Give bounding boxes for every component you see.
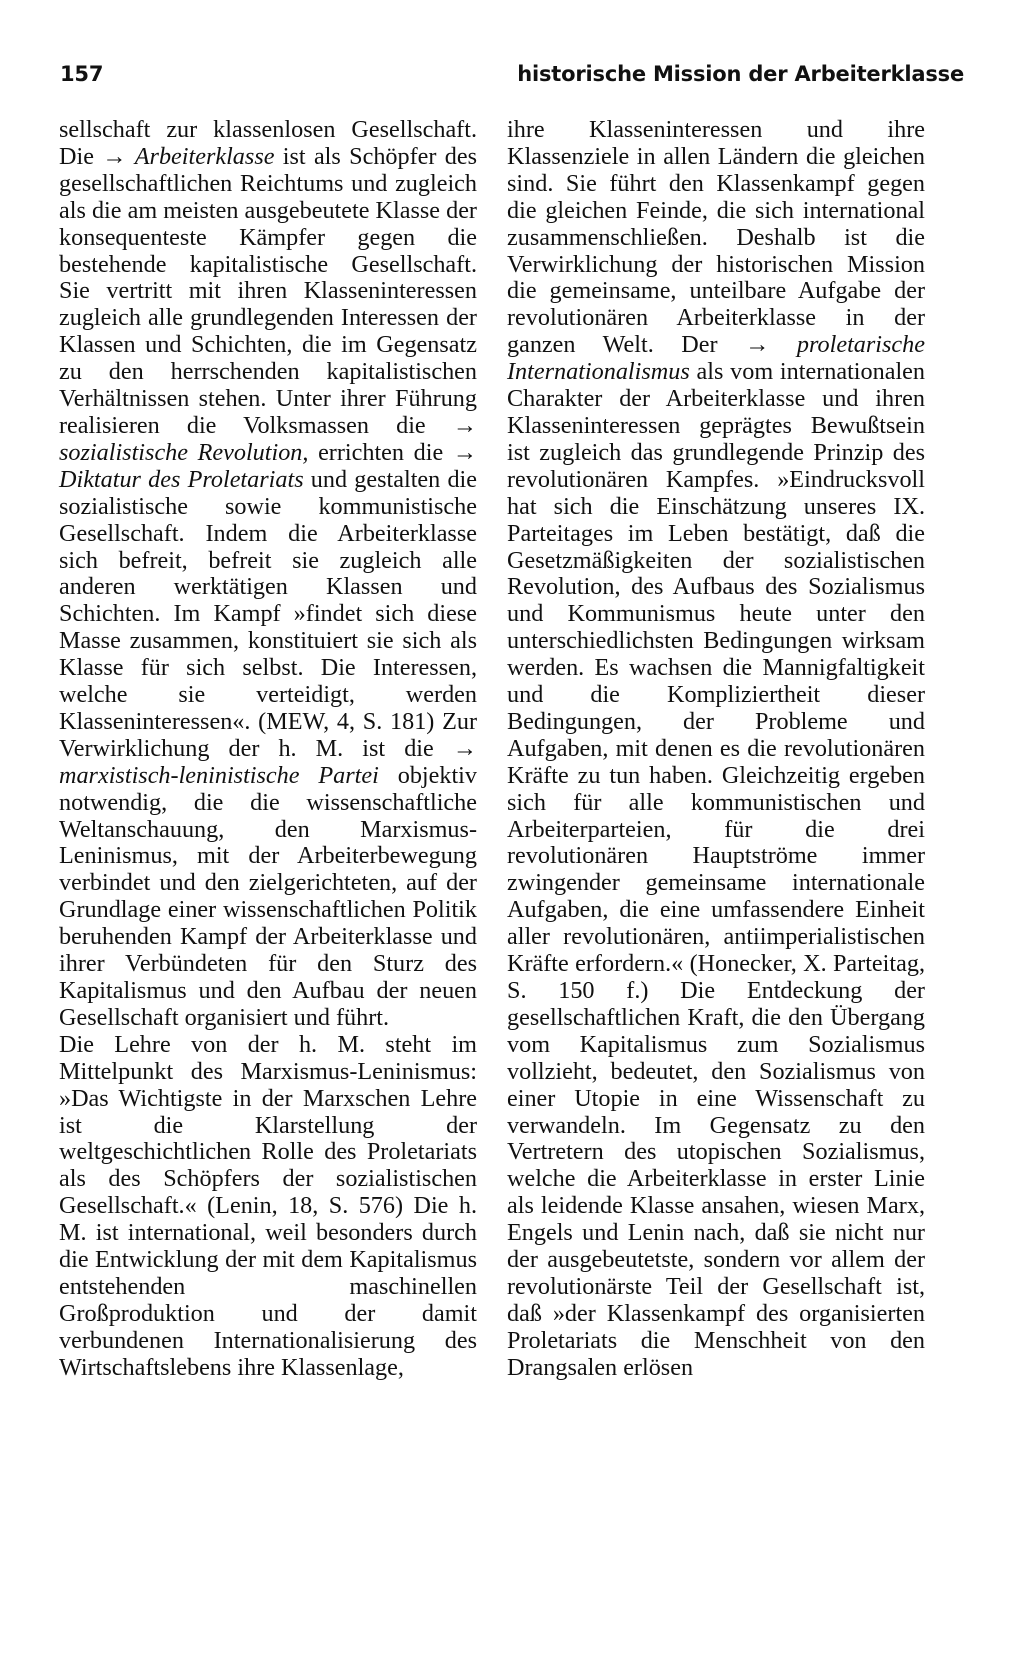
text-run: objektiv notwendig, die die wissenschaftliche Weltanschauung, den Marxismus-Leninismus, mit der Arbeiterbewegung verbindet und den zielgerichteten, auf der Grundlage einer wissenschaftlichen Politik beruhenden Kampf der Arbeiterklasse und ihrer Verbündeten für den Sturz des Kapitalismus und den Aufbau der neuen Gesellschaft organisiert und führt.	[59, 761, 477, 1031]
running-head: historische Mission der Arbeiterklasse	[517, 62, 964, 86]
cross-reference-marxistisch-leninistische-partei: marxistisch-leninistische Partei	[59, 761, 379, 789]
text-run: ihre Klasseninteressen und ihre Klassenziele in allen Ländern die gleichen sind. Sie führt den Klassenkampf gegen die gleichen Feinde, die sich international zusammenschließen. Deshalb ist die Verwirklichung der historischen Mission die gemeinsame, unteilbare Aufgabe der revolutionären Arbeiterklasse in der ganzen Welt. Der →	[507, 116, 925, 359]
text-run: und gestalten die sozialistische sowie kommunistische Gesellschaft. Indem die Arbeiterklasse sich befreit, befreit sie zugleich alle anderen werktätigen Klassen und Schichten. Im Kampf »findet sich diese Masse zusammen, konstituiert sie sich als Klasse für sich selbst. Die Interessen, welche sie verteidigt, werden Klasseninteressen«. (MEW, 4, S. 181) Zur Verwirklichung der h. M. ist die →	[59, 465, 477, 762]
left-paragraph-2: Die Lehre von der h. M. steht im Mittelpunkt des Marxismus-Leninismus: »Das Wichtigste in der Marxschen Lehre ist die Klarstellung der weltgeschichtlichen Rolle des Proletariats als des Schöpfers der sozialistischen Gesellschaft.« (Lenin, 18, S. 576) Die h. M. ist international, weil besonders durch die Entwicklung der mit dem Kapitalismus entstehenden maschinellen Großproduktion und der damit verbundenen Internationalisierung des Wirtschaftslebens ihre Klassenlage,	[59, 1030, 477, 1381]
left-paragraph-1	[59, 117, 477, 1032]
text-run: ist als Schöpfer des gesellschaftlichen Reichtums und zugleich als die am meisten ausgebeutete Klasse der konsequenteste Kämpfer gegen die bestehende kapitalistische Gesellschaft. Sie vertritt mit ihren Klasseninteressen zugleich alle grundlegenden Interessen der Klassen und Schichten, die im Gegensatz zu den herrschenden kapitalistischen Verhältnissen stehen. Unter ihrer Führung realisieren die Volksmassen die →	[59, 142, 477, 439]
cross-reference-proletarischer-internationalismus: proletarische Internationalismus	[507, 331, 925, 386]
cross-reference-sozialistische-revolution: sozialistische Revolution,	[59, 438, 309, 466]
right-column	[507, 117, 925, 1382]
page-number: 157	[60, 62, 104, 86]
right-paragraph-1	[507, 117, 925, 1382]
cross-reference-arbeiterklasse: Arbeiterklasse	[134, 142, 275, 170]
cross-reference-diktatur-des-proletariats: Diktatur des Proletariats	[59, 465, 304, 493]
text-run: als vom internationalen Charakter der Arbeiterklasse und ihren Klasseninteressen geprägtes Bewußtsein ist zugleich das grundlegende Prinzip des revolutionären Kampfes. »Eindrucksvoll hat sich die Einschätzung unseres IX. Parteitages im Leben bestätigt, daß die Gesetzmäßigkeiten der sozialistischen Revolution, des Aufbaus des Sozialismus und Kommunismus heute unter den unterschiedlichsten Bedingungen wirksam werden. Es wachsen die Mannigfaltigkeit und die Kompliziertheit dieser Bedingungen, der Probleme und Aufgaben, mit denen es die revolutionären Kräfte zu tun haben. Gleichzeitig ergeben sich für alle kommunistischen und Arbeiterparteien, für die drei revolutionären Hauptströme immer zwingender gemeinsame internationale Aufgaben, die eine umfassendere Einheit aller revolutionären, antiimperialistischen Kräfte erfordern.« (Honecker, X. Parteitag, S. 150 f.) Die Entdeckung der gesellschaftlichen Kraft, die den Übergang vom Kapitalismus zum Sozialismus vollzieht, bedeutet, den Sozialismus von einer Utopie in eine Wissenschaft zu verwandeln. Im Gegensatz zu den Vertretern des utopischen Sozialismus, welche die Arbeiterklasse in erster Linie als leidende Klasse ansahen, wiesen Marx, Engels und Lenin nach, daß sie nicht nur der ausgebeutetste, sondern vor allem der revolutionärste Teil der Gesellschaft ist, daß »der Klassenkampf des organisierten Proletariats die Menschheit von den Drangsalen erlösen	[507, 358, 925, 1381]
text-run: sellschaft zur klassenlosen Gesellschaft. Die →	[59, 116, 477, 170]
text-run: errichten die →	[308, 438, 477, 466]
page-header	[60, 62, 964, 96]
left-column	[59, 117, 477, 1382]
